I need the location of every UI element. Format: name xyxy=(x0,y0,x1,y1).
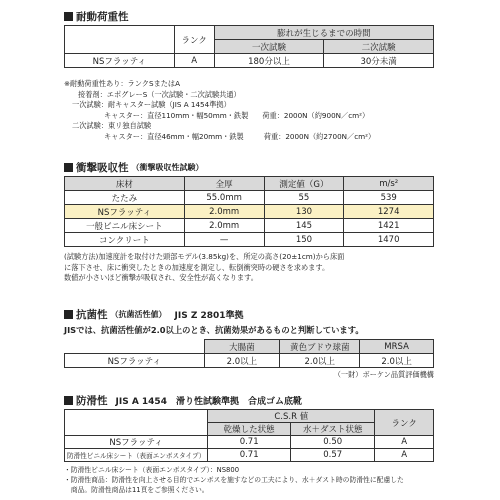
impact-table: 床材 全厚 測定値（G） m/s² たたみ 55.0mm 55 539 NSフラッティ 2.0mm 130 1274 一般ビニル床シート 2.0mm 145 1421 コンクリート — 150 1470 xyxy=(64,176,434,247)
section-dynamic-load xyxy=(64,9,434,23)
header-csr: C.S.R 値 xyxy=(208,410,375,423)
table-row: NSフラッティ 2.0以上 2.0以上 2.0以上 xyxy=(65,354,434,368)
header-rank: ランク xyxy=(174,26,214,54)
header-swell-time: 膨れが生じるまでの時間 xyxy=(214,26,433,40)
section-antibacterial xyxy=(64,307,434,336)
slip-table: C.S.R 値 ランク 乾燥した状態 水＋ダスト状態 NSフラッティ 0.71 0.50 A 防滑性ビニル床シート（表面エンボスタイプ） 0.71 0.57 A xyxy=(64,409,434,462)
square-bullet-icon xyxy=(64,396,73,405)
table-row: NSフラッティ A 180分以上 30分未満 xyxy=(65,54,434,68)
table-row: たたみ 55.0mm 55 539 xyxy=(65,191,434,205)
table-row: NSフラッティ 0.71 0.50 A xyxy=(65,436,434,449)
dynamic-load-table xyxy=(64,25,434,68)
header-test1: 一次試験 xyxy=(214,40,324,54)
table-row: 一般ビニル床シート 2.0mm 145 1421 xyxy=(65,219,434,233)
section-slip-resistance xyxy=(64,393,434,407)
source-credit: （一財）ボーケン品質評価機構 xyxy=(333,370,434,379)
section-title: 防滑性 JIS A 1454 滑り性試験準拠 合成ゴム底靴 xyxy=(64,393,434,407)
section-impact xyxy=(64,160,434,174)
dynamic-load-notes: ※耐動荷重性あり：ランクSまたはA 接着剤：エポグレーS（一次試験・二次試験共通） 一次試験：耐キャスター試験（JIS A 1454準拠） キャスター：直径110mm・幅50mm・鉄製 荷重：2000N（約900N／cm²） 二次試験：東リ独自試験 キャスター：直径46mm・幅20mm・鉄製 荷重：2000N（約2700N／cm²） xyxy=(64,79,376,141)
table-row: コンクリート — 150 1470 xyxy=(65,233,434,247)
section-title: 衝撃吸収性 （衝撃吸収性試験） xyxy=(64,160,434,174)
table-row: 防滑性ビニル床シート（表面エンボスタイプ） 0.71 0.57 A xyxy=(65,449,434,462)
section-title: 抗菌性 （抗菌活性値） JIS Z 2801準拠 xyxy=(64,307,434,321)
antibacterial-description: JISでは、抗菌活性値が2.0以上のとき、抗菌効果があるものと判断しています。 xyxy=(64,325,364,335)
section-title: 耐動荷重性 xyxy=(64,9,434,23)
slip-notes: ・防滑性ビニル床シート（表面エンボスタイプ）：NS800 ・防滑性商品：防滑性を向上させる目的でエンボスを施すなどの工夫により、水＋ダスト時の防滑性に配慮した 商品。防滑性商品は11頁をご参照ください。 xyxy=(64,466,404,494)
header-rank: ランク xyxy=(375,410,434,436)
header-test2: 二次試験 xyxy=(324,40,434,54)
table-row-highlight: NSフラッティ 2.0mm 130 1274 xyxy=(65,205,434,219)
square-bullet-icon xyxy=(64,310,73,319)
impact-notes: (試験方法)加速度計を取付けた頭部モデル(3.85kg)を、所定の高さ(20±1cm)から床面 に落下させ、床に衝突したときの加速度を測定し、転倒衝突時の硬さを求めます。 数値が小さいほど衝撃が吸収され、安全性が高くなります。 xyxy=(64,252,345,283)
square-bullet-icon xyxy=(64,12,73,21)
antibacterial-table: 大腸菌 黄色ブドウ球菌 MRSA NSフラッティ 2.0以上 2.0以上 2.0以上 xyxy=(64,339,434,368)
square-bullet-icon xyxy=(64,163,73,172)
